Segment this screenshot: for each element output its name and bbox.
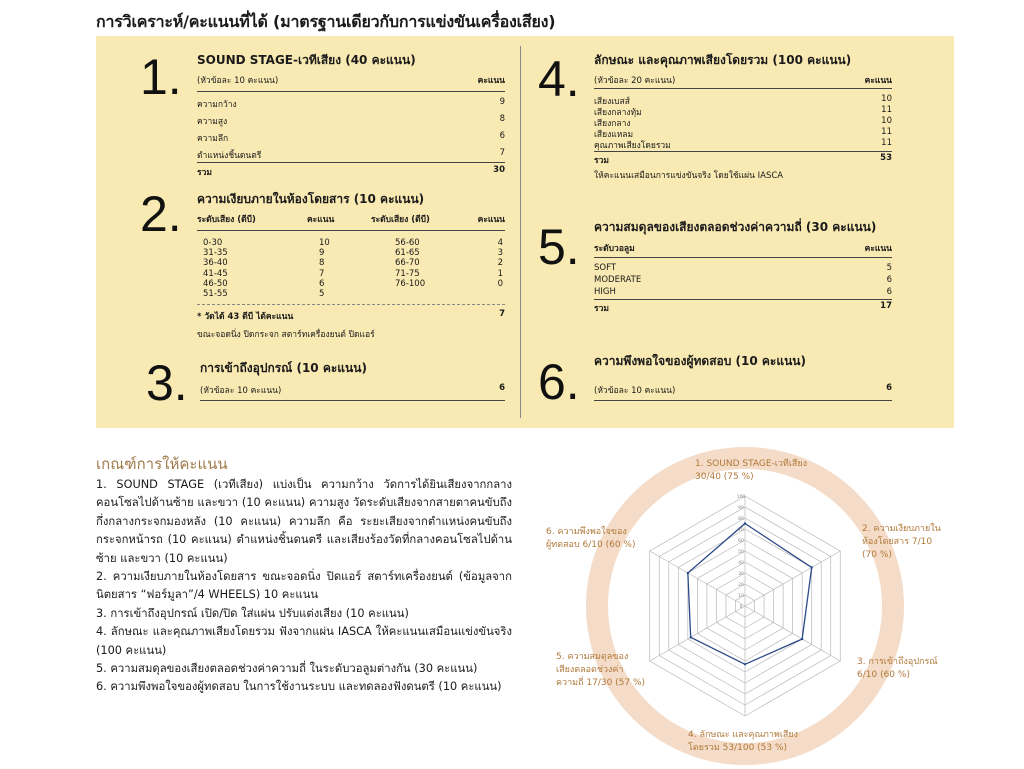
table-row: เสียงกลาง 10 — [594, 116, 892, 129]
noise-table-cell: 71-75 — [395, 268, 420, 279]
noise-table-cell: 9 — [319, 248, 325, 259]
table-row: MODERATE 6 — [594, 275, 892, 285]
section-2-number: 2. — [140, 186, 182, 242]
table-row: เสียงแหลม 11 — [594, 127, 892, 140]
radar-point — [687, 572, 689, 574]
noise-table-cell: 76-100 — [395, 278, 426, 289]
radar-axis-label-line: ห้องโดยสาร 7/10 — [862, 537, 933, 547]
noise-table-cell: 7 — [319, 268, 325, 279]
section-1-score-header: คะแนน — [477, 76, 505, 86]
section-4-note: ให้คะแนนเสมือนการแข่งขันจริง โดยใช้แผ่น IASCA — [594, 171, 784, 181]
section-5-title: ความสมดุลของเสียงตลอดช่วงค่าความถี่ (30 คะแนน) — [594, 220, 877, 234]
criteria-item: 6. ความพึงพอใจของผู้ทดสอบ ในการใช้งานระบบ และทดลองฟังดนตรี (10 คะแนน) — [96, 680, 502, 694]
noise-table-cell: 0-30 — [203, 238, 223, 248]
noise-table-cell: 1 — [497, 268, 503, 279]
radar-tick-label: 20 — [738, 583, 744, 588]
radar-axis-label-line: ความถี่ 17/30 (57 %) — [556, 678, 646, 688]
section-1-table — [197, 73, 505, 179]
radar-axis-label-line: 5. ความสมดุลของ — [556, 652, 629, 662]
table-row: คุณภาพเสียงโดยรวม 11 — [594, 138, 892, 151]
table-row: เสียงเบสส์ 10 — [594, 94, 892, 107]
noise-table-cell: 66-70 — [395, 258, 420, 269]
noise-table-cell: 56-60 — [395, 238, 420, 248]
section-6-number: 6. — [538, 354, 580, 410]
noise-table-cell: 41-45 — [203, 268, 228, 279]
page-title: การวิเคราะห์/คะแนนที่ได้ (มาตรฐานเดียวกับการแข่งขันเครื่องเสียง) — [96, 12, 556, 31]
radar-axis-label-line: 1. SOUND STAGE-เวทีเสียง — [695, 459, 808, 469]
radar-axis-label-line: 3. การเข้าถึงอุปกรณ์ — [857, 657, 938, 667]
table-row: ความกว้าง 9 — [197, 97, 505, 110]
radar-tick-label: 90 — [738, 506, 744, 511]
noise-table-cell: 3 — [497, 248, 503, 259]
radar-point — [744, 663, 746, 665]
section-2-title: ความเงียบภายในห้องโดยสาร (10 คะแนน) — [197, 192, 425, 206]
measured-score: 7 — [499, 309, 505, 319]
section-6-title: ความพึงพอใจของผู้ทดสอบ (10 คะแนน) — [594, 354, 806, 368]
section-1-rule — [197, 91, 505, 92]
noise-table-cell: 46-50 — [203, 278, 228, 289]
radar-tick-label: 0 — [739, 605, 743, 610]
section-2-table: ระดับเสียง (ดีบี) คะแนน ระดับเสียง (ดีบี) คะแนน 0-30 10 31-35 9 36-40 8 41-45 7 46-50 6 51-55 5 56-60 4 61-65 3 66-70 2 71-75 1 76-100 0 * วัดได้ 43 ดีบี ได้คะแนน 7 ขณะจอดนิ่ง ปิดกระจก สตาร์ทเครื่องยนต์ ปิดแอร์ — [197, 215, 505, 340]
radar-axis-label — [556, 651, 645, 690]
noise-table-cell: 31-35 — [203, 248, 228, 259]
table-row: ความสูง 8 — [197, 114, 505, 127]
section-3-number: 3. — [146, 355, 188, 411]
radar-tick-label: 10 — [738, 594, 744, 599]
radar-series — [688, 524, 812, 665]
radar-point — [801, 638, 803, 640]
radar-tick-label: 60 — [738, 539, 744, 544]
radar-tick-label: 70 — [738, 528, 744, 533]
section-4-table: (หัวข้อละ 20 คะแนน) คะแนน เสียงเบสส์ 10 เสียงกลางทุ้ม 11 เสียงกลาง 10 เสียงแหลม 11 คุณภาพเสียงโดยรวม 11 รวม 53 ให้คะแนนเสมือนการแข่งขันจริง โดยใช้แผ่น IASCA — [594, 76, 892, 181]
section-1-number: 1. — [140, 49, 182, 105]
radar-axis-label-line: 2. ความเงียบภายใน — [862, 524, 941, 534]
noise-table-cell: 2 — [497, 258, 503, 269]
measured-label: * วัดได้ 43 ดีบี ได้คะแนน — [197, 312, 294, 322]
noise-table-cell: 8 — [319, 258, 325, 269]
radar-axis-label — [688, 729, 798, 755]
noise-table-cell: 0 — [497, 278, 503, 289]
radar-tick-label: 80 — [738, 517, 744, 522]
noise-table-cell: 36-40 — [203, 258, 228, 269]
radar-chart — [520, 440, 980, 769]
criteria-item: 4. ลักษณะ และคุณภาพเสียงโดยรวม ฟังจากแผ่น IASCA ให้คะแนนเสมือนแข่งขันจริง (100 คะแนน) — [96, 625, 512, 657]
radar-axis-label-line: ผู้ทดสอบ 6/10 (60 %) — [546, 540, 636, 550]
section-3-title: การเข้าถึงอุปกรณ์ (10 คะแนน) — [200, 361, 367, 375]
table-row: ความลึก 6 — [197, 131, 505, 144]
noise-table-cell: 10 — [319, 238, 330, 248]
section-4-title: ลักษณะ และคุณภาพเสียงโดยรวม (100 คะแนน) — [594, 53, 852, 67]
noise-table-cell: 61-65 — [395, 248, 420, 259]
section-1-sub: (หัวข้อละ 10 คะแนน) — [197, 76, 279, 86]
table-row: เสียงกลางทุ้ม 11 — [594, 105, 892, 118]
radar-tick-label: 40 — [738, 561, 744, 566]
criteria-title: เกณฑ์การให้คะแนน — [96, 455, 228, 473]
noise-table-cell: 6 — [319, 278, 325, 289]
criteria-item: 2. ความเงียบภายในห้องโดยสาร ขณะจอดนิ่ง ปิดแอร์ สตาร์ทเครื่องยนต์ (ข้อมูลจากนิตยสาร “ฟอร์มูลา”/4 WHEELS) 10 คะแนน — [96, 570, 512, 602]
criteria-item: 5. ความสมดุลของเสียงตลอดช่วงค่าความถี่ ในระดับวอลูมต่างกัน (30 คะแนน) — [96, 662, 478, 676]
table-row: SOFT 5 — [594, 263, 892, 273]
radar-axis-label — [862, 523, 941, 562]
radar-point — [810, 566, 812, 568]
section-2-note: ขณะจอดนิ่ง ปิดกระจก สตาร์ทเครื่องยนต์ ปิดแอร์ — [197, 330, 375, 340]
section-3-table: (หัวข้อละ 10 คะแนน) 6 — [200, 383, 505, 401]
radar-axis-label — [546, 526, 635, 552]
radar-axis-label-line: (70 %) — [862, 550, 892, 560]
radar-axis-label-line: 30/40 (75 %) — [695, 472, 754, 482]
panel-divider — [520, 46, 521, 418]
table-row: HIGH 6 — [594, 287, 892, 297]
section-5-table: ระดับวอลูม คะแนน SOFT 5 MODERATE 6 HIGH 6 รวม 17 — [594, 244, 892, 314]
radar-axis-label — [695, 458, 807, 484]
radar-tick-label: 100 — [736, 495, 746, 500]
radar-axis-label-line: เสียงตลอดช่วงค่า — [556, 665, 624, 675]
radar-axis-label-line: 6/10 (60 %) — [857, 670, 910, 680]
noise-table-cell: 4 — [497, 238, 503, 248]
radar-point — [744, 522, 746, 524]
radar-axis-label-line: 4. ลักษณะ และคุณภาพเสียง — [688, 730, 799, 740]
noise-table-cell: 51-55 — [203, 289, 228, 299]
section-6-table: (หัวข้อละ 10 คะแนน) 6 — [594, 383, 892, 401]
criteria-item: 1. SOUND STAGE (เวทีเสียง) แบ่งเป็น ความกว้าง วัดการได้ยินเสียงจากกลางคอนโซลไปด้านซ้าย และขวา (10 คะแนน) ความสูง วัดระดับเสียงจากสายตาคนขับถึงกึ่งกลางกระจกมองหลัง (10 คะแนน) ความลึก คือ ระยะเสียงจากตำแหน่งคนขับถึงกระจกหน้ารถ (10 คะแนน) ตำแหน่งชิ้นดนตรี และเสียงร้องวัดที่กลางคอนโซลไปด้านซ้าย และขวา (10 คะแนน) — [96, 478, 512, 565]
section-1-total-row: รวม 30 — [197, 165, 505, 178]
radar-axis-label-line: 6. ความพึงพอใจของ — [546, 527, 627, 537]
radar-axis-label-line: โดยรวม 53/100 (53 %) — [688, 743, 788, 753]
radar-tick-label: 30 — [738, 572, 744, 577]
table-row: ตำแหน่งชิ้นดนตรี 7 — [197, 148, 505, 161]
radar-axis-label — [857, 656, 938, 682]
section-4-number: 4. — [538, 51, 580, 107]
section-5-number: 5. — [538, 219, 580, 275]
criteria-item: 3. การเข้าถึงอุปกรณ์ เปิด/ปิด ใส่แผ่น ปรับแต่งเสียง (10 คะแนน) — [96, 606, 409, 620]
radar-point — [690, 636, 692, 638]
criteria-list — [96, 476, 512, 697]
radar-tick-label: 50 — [738, 550, 744, 555]
section-1-title: SOUND STAGE-เวทีเสียง (40 คะแนน) — [197, 53, 416, 67]
noise-table-cell: 5 — [319, 289, 325, 299]
